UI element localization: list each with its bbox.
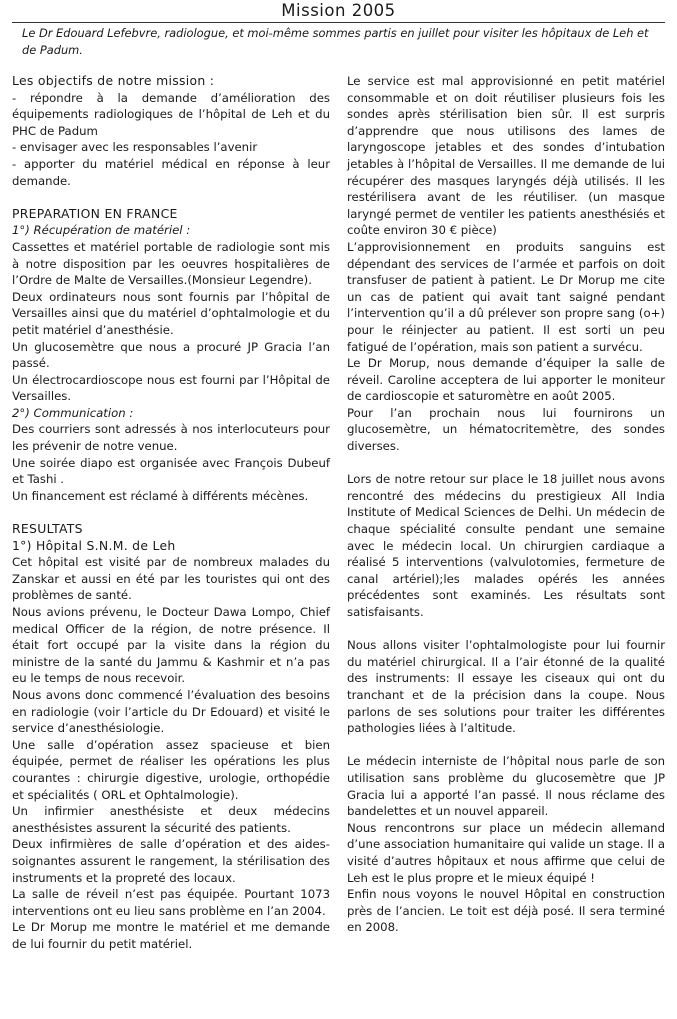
paragraph: Nous rencontrons sur place un médecin allemand d’une association humanitaire qui valide un stage. Il a visité d’autres hôpitaux et nous affirme que celui de Leh est le plus propre et le mieux équipé ! bbox=[347, 820, 665, 885]
preparation-subheading: 1°) Récupération de matériel : bbox=[12, 223, 191, 238]
paragraph: Nous allons visiter l’ophtalmologiste pour lui fournir du matériel chirurgical. Il a l’air étonné de la qualité des instruments: Il essaye les ciseaux qui ont du tranchant et de la précision dans la coupe. Nous parlons de ses solutions pour traiter les différentes pathologies liées à l’altitude. bbox=[347, 638, 665, 736]
paragraph: Un électrocardioscope nous est fourni par l’Hôpital de Versailles. bbox=[12, 372, 330, 404]
paragraph: Cassettes et matériel portable de radiologie sont mis à notre disposition par les oeuvres hospitalières de l’Ordre de Malte de Versailles.(Monsieur Legendre). bbox=[12, 239, 330, 288]
paragraph: Une soirée diapo est organisée avec François Dubeuf et Tashi . bbox=[12, 455, 330, 487]
paragraph: Deux ordinateurs nous sont fournis par l’hôpital de Versailles ainsi que du matériel d’ophtalmologie et du petit matériel d’anesthésie. bbox=[12, 289, 330, 337]
paragraph: Un financement est réclamé à différents mécènes. bbox=[12, 488, 309, 503]
paragraph: Une salle d’opération assez spacieuse et bien équipée, permet de réaliser les opérations les plus courantes : chirurgie digestive, urologie, orthopédie et spécialités ( ORL et Ophtalmologie). bbox=[12, 737, 330, 802]
preparation-heading: PREPARATION EN FRANCE bbox=[12, 205, 178, 221]
resultats-subheading: 1°) Hôpital S.N.M. de Leh bbox=[12, 537, 176, 553]
right-column bbox=[347, 73, 665, 936]
paragraph: Nous avions prévenu, le Docteur Dawa Lompo, Chief medical Officer de la région, de notre présence. Il était fort occupé par la visite dans la région du ministre de la santé du Jammu & Kashmir et n’a pas eu le temps de nous recevoir. bbox=[12, 605, 330, 686]
page-title: Mission 2005 bbox=[281, 1, 396, 20]
paragraph: Le Dr Morup, nous demande d’équiper la salle de réveil. Caroline acceptera de lui apporter le moniteur de cardioscopie et saturomètre en août 2005. bbox=[347, 356, 665, 404]
paragraph: La salle de réveil n’est pas équipée. Pourtant 1073 interventions ont eu lieu sans problème en l’an 2004. bbox=[12, 887, 330, 918]
preparation-subheading: 2°) Communication : bbox=[12, 405, 134, 420]
intro-text: Le Dr Edouard Lefebvre, radiologue, et moi-même sommes partis en juillet pour visiter les hôpitaux de Leh et de Padum. bbox=[22, 26, 649, 57]
paragraph: L’approvisionnement en produits sanguins est dépendant des services de l’armée et parfois on doit transfuser de patient à patient. Le Dr Morup me cite un cas de patient qui avait tant saigné pendant l’intervention qu’il a dû prélever son propre sang (o+) pour le réinjecter au patient. Il est sorti un peu fatigué de l’opération, mais son patient a survécu. bbox=[347, 239, 665, 354]
paragraph: Cet hôpital est visité par de nombreux malades du Zanskar et aussi en été par les touristes qui ont des problèmes de santé. bbox=[12, 555, 330, 603]
paragraph: Des courriers sont adressés à nos interlocuteurs pour les prévenir de notre venue. bbox=[12, 422, 330, 454]
objectif-item: - répondre à la demande d’amélioration des équipements radiologiques de l’hôpital de Leh et du PHC de Padum bbox=[12, 90, 330, 138]
paragraph: Le Dr Morup me montre le matériel et me demande de lui fournir du petit matériel. bbox=[12, 920, 330, 951]
resultats-heading: RESULTATS bbox=[12, 521, 83, 537]
title-divider bbox=[12, 22, 665, 23]
paragraph: Nous avons donc commencé l’évaluation des besoins en radiologie (voir l’article du Dr Edouard) et visité le service d’anesthésiologie. bbox=[12, 687, 330, 736]
paragraph: Deux infirmières de salle d’opération et des aides-soignantes assurent le rangement, la stérilisation des instruments et la propreté des locaux. bbox=[12, 837, 330, 885]
objectif-item: - envisager avec les responsables l’avenir bbox=[12, 140, 258, 155]
paragraph: Pour l’an prochain nous lui fournirons un glucosemètre, un hématocritemètre, des sondes diverses. bbox=[347, 405, 665, 454]
objectifs-heading: Les objectifs de notre mission : bbox=[12, 73, 215, 88]
paragraph: Le service est mal approvisionné en petit matériel consommable et on doit réutiliser plusieurs fois les sondes après stérilisation bien sûr. Il est surpris d’apprendre que nous utilisons des lames de laryngoscope jetables et des sondes d’intubation jetables à l’hôpital de Versailles. Il me demande de lui récupérer des masques laryngés déjà utilisés. Il les restérilisera avant de les réutiliser. (un masque laryngé permet de ventiler les patients anesthésiés et coûte environ 30 € pièce) bbox=[347, 74, 665, 238]
objectif-item: - apporter du matériel médical en réponse à leur demande. bbox=[12, 156, 330, 188]
paragraph: Lors de notre retour sur place le 18 juillet nous avons rencontré des médecins du prestigieux All India Institute of Medical Sciences de Delhi. Un médecin de chaque spécialité consulte pendant une semaine avec le médecin local. Un chirurgien cardiaque a réalisé 5 interventions (valvulotomies, fermeture de canal artériel);les malades opérés les années précédentes sont examinés. Les résultats sont satisfaisants. bbox=[347, 472, 665, 619]
left-column bbox=[12, 73, 330, 952]
paragraph: Le médecin interniste de l’hôpital nous parle de son utilisation sans problème du glucosemètre que JP Gracia lui a apporté l’an passé. Il nous réclame des bandelettes et un nouvel appareil. bbox=[347, 754, 665, 819]
paragraph: Un infirmier anesthésiste et deux médecins anesthésistes assurent la sécurité des patients. bbox=[12, 804, 330, 835]
paragraph: Enfin nous voyons le nouvel Hôpital en construction près de l’ancien. Le toit est déjà posé. Il sera terminé en 2008. bbox=[347, 887, 665, 935]
paragraph: Un glucosemètre que nous a procuré JP Gracia l’an passé. bbox=[12, 339, 330, 371]
